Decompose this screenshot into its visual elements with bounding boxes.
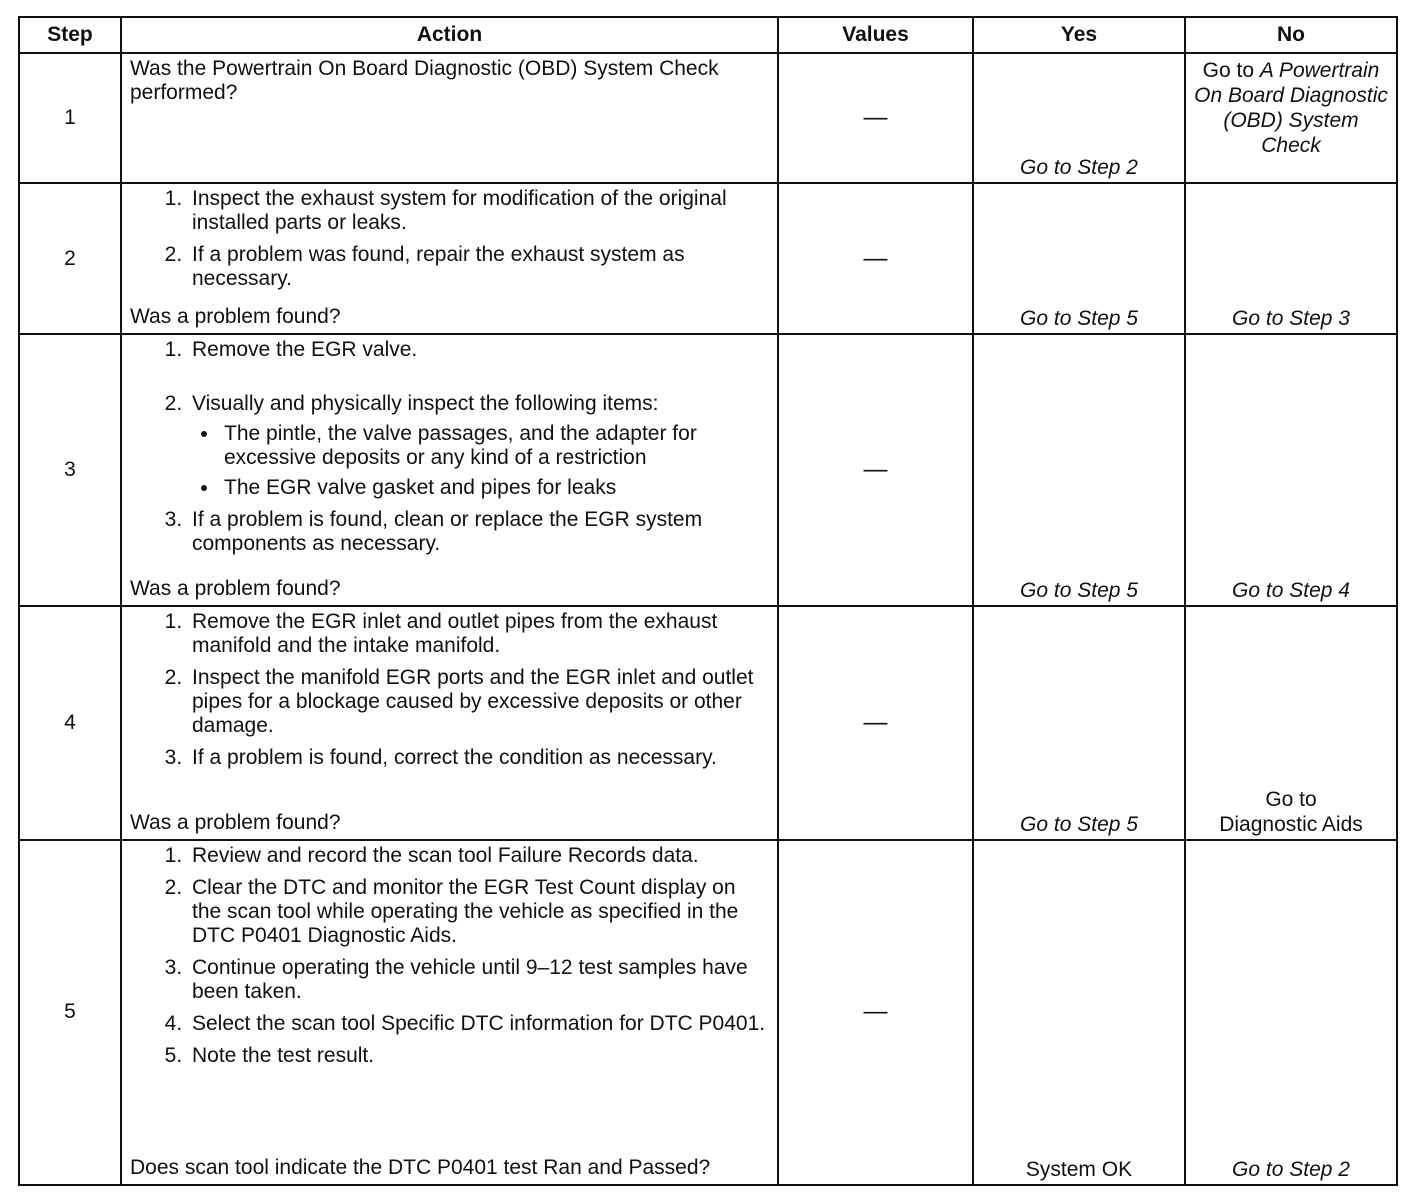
step-number: 5 [19, 840, 121, 1185]
action-step: 1. Review and record the scan tool Failure Records data. [188, 844, 769, 868]
action-cell [121, 606, 778, 840]
table-row-step-4 [19, 606, 1397, 840]
action-cell [121, 334, 778, 606]
action-question: Was a problem found? [130, 304, 341, 328]
table-row-step-5 [19, 840, 1397, 1185]
action-step: 2. If a problem was found, repair the exhaust system as necessary. [188, 243, 769, 291]
header-yes: Yes [973, 17, 1185, 53]
values-cell: — [778, 53, 973, 183]
yes-cell: System OK [973, 840, 1185, 1185]
values-cell: — [778, 334, 973, 606]
no-cell: Go to Step 4 [1185, 334, 1397, 606]
action-steps [130, 844, 769, 1076]
header-row [19, 17, 1397, 53]
header-action: Action [121, 17, 778, 53]
action-step: 1. Remove the EGR inlet and outlet pipes from the exhaust manifold and the intake manifold. [188, 610, 769, 658]
action-cell [121, 183, 778, 334]
action-cell [121, 53, 778, 183]
no-cell: Go to Step 2 [1185, 840, 1397, 1185]
header-step: Step [19, 17, 121, 53]
step-number: 2 [19, 183, 121, 334]
action-step: 3. Continue operating the vehicle until 9–12 test samples have been taken. [188, 956, 769, 1004]
yes-cell: Go to Step 2 [973, 53, 1185, 183]
action-cell [121, 840, 778, 1185]
action-question: Does scan tool indicate the DTC P0401 test Ran and Passed? [130, 1156, 711, 1179]
no-cell: Go to Step 3 [1185, 183, 1397, 334]
yes-cell: Go to Step 5 [973, 334, 1185, 606]
action-question: Was a problem found? [130, 810, 341, 834]
action-step: 1. Remove the EGR valve. [188, 338, 769, 362]
no-cell [1185, 606, 1397, 840]
action-steps [130, 338, 769, 564]
yes-cell: Go to Step 5 [973, 606, 1185, 840]
no-text: Go to Diagnostic Aids [1219, 787, 1363, 836]
action-step: 1. Inspect the exhaust system for modification of the original installed parts or leaks. [188, 187, 769, 235]
step-number: 1 [19, 53, 121, 183]
action-step-text: Visually and physically inspect the following items: [192, 391, 659, 415]
action-step: 5. Note the test result. [188, 1044, 769, 1068]
action-step [188, 392, 769, 500]
action-step: 2. Clear the DTC and monitor the EGR Test Count display on the scan tool while operating the vehicle as specified in the DTC P0401 Diagnostic Aids. [188, 876, 769, 948]
bullet-item: • The EGR valve gasket and pipes for leaks [220, 476, 769, 500]
action-step: 4. Select the scan tool Specific DTC information for DTC P0401. [188, 1012, 769, 1036]
action-question: Was a problem found? [130, 576, 341, 600]
values-cell: — [778, 183, 973, 334]
header-values: Values [778, 17, 973, 53]
step-number: 4 [19, 606, 121, 840]
action-steps [130, 610, 769, 778]
action-question: Was the Powertrain On Board Diagnostic (OBD) System Check performed? [130, 57, 719, 104]
action-step: 3. If a problem is found, clean or replace the EGR system components as necessary. [188, 508, 769, 556]
values-cell: — [778, 606, 973, 840]
yes-cell: Go to Step 5 [973, 183, 1185, 334]
action-step: 3. If a problem is found, correct the condition as necessary. [188, 746, 769, 770]
values-cell: — [778, 840, 973, 1185]
action-steps [130, 187, 769, 299]
action-step: 2. Inspect the manifold EGR ports and the EGR inlet and outlet pipes for a blockage caused by excessive deposits or other damage. [188, 666, 769, 738]
bullet-list [192, 422, 769, 500]
no-prefix: Go to [1202, 59, 1260, 82]
no-cell [1185, 53, 1397, 183]
table-row-step-1 [19, 53, 1397, 183]
table-row-step-3 [19, 334, 1397, 606]
table-row-step-2 [19, 183, 1397, 334]
header-no: No [1185, 17, 1397, 53]
spacer [188, 370, 769, 392]
bullet-item: • The pintle, the valve passages, and the adapter for excessive deposits or any kind of a restriction [220, 422, 769, 470]
no-reference: A Powertrain On Board Diagnostic (OBD) System Check [1194, 59, 1388, 157]
diagnostic-table [18, 16, 1398, 1186]
step-number: 3 [19, 334, 121, 606]
